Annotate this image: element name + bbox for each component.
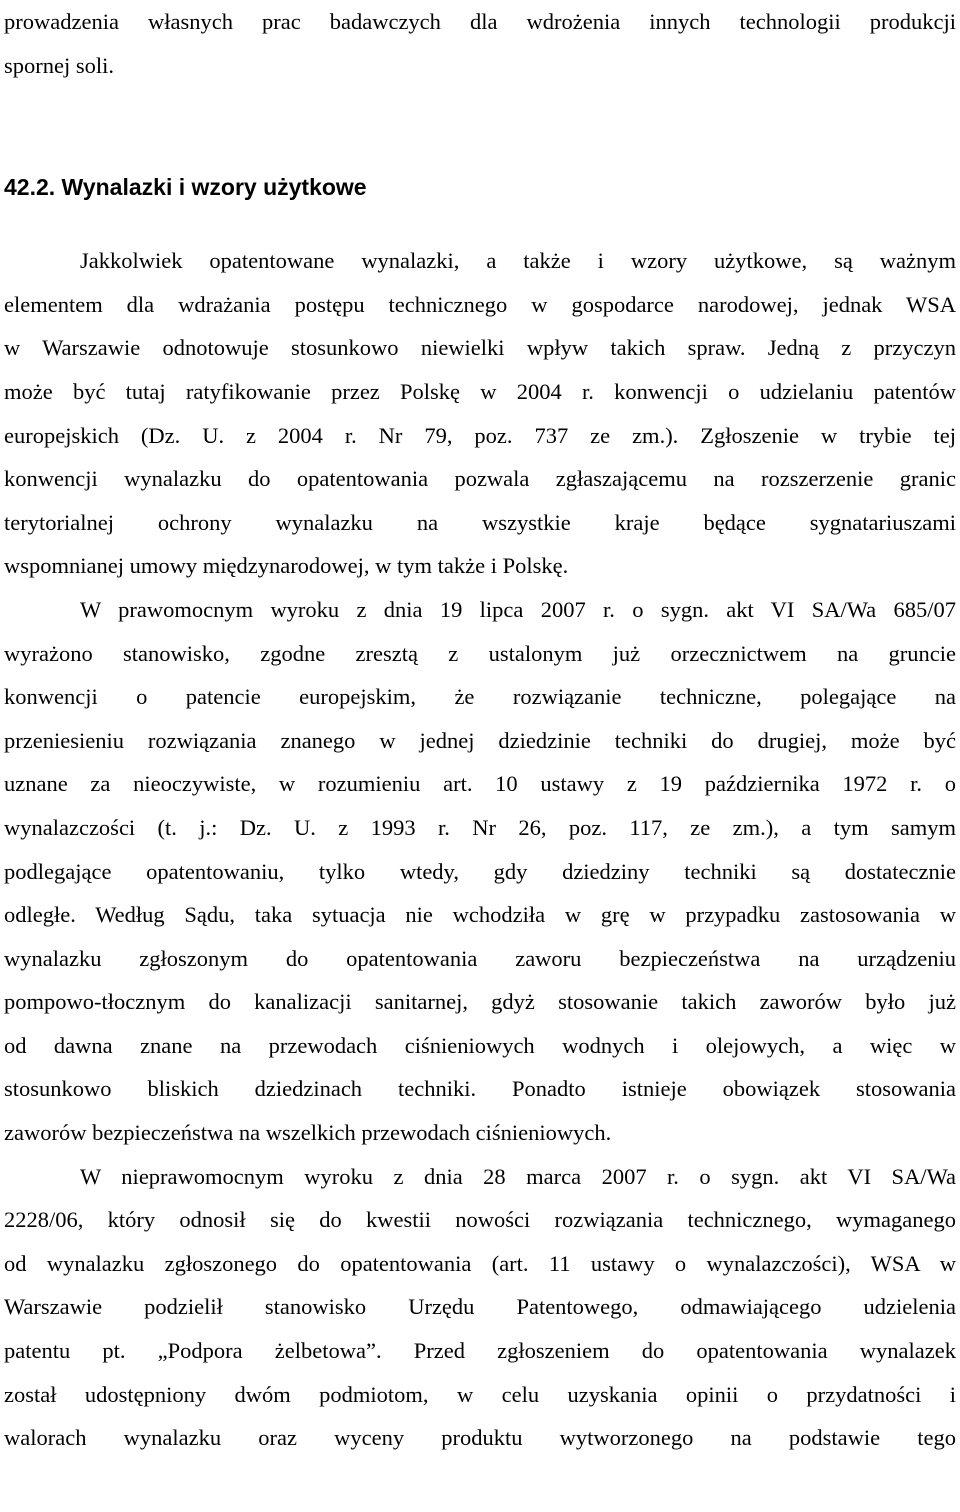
text-line: może być tutaj ratyfikowanie przez Polskę w 2004 r. konwencji o udzielaniu patentów — [4, 378, 956, 404]
text-line: W prawomocnym wyroku z dnia 19 lipca 2007 r. o sygn. akt VI SA/Wa 685/07 — [80, 596, 956, 622]
text-line: wyrażono stanowisko, zgodne zresztą z ustalonym już orzecznictwem na gruncie — [4, 640, 956, 666]
paragraph-3 — [4, 1155, 956, 1460]
text-line: terytorialnej ochrony wynalazku na wszystkie kraje będące sygnatariuszami — [4, 509, 956, 535]
paragraph-2 — [4, 588, 956, 1155]
intro-paragraph — [4, 0, 956, 87]
text-line: europejskich (Dz. U. z 2004 r. Nr 79, poz. 737 ze zm.). Zgłoszenie w trybie tej — [4, 422, 956, 448]
text-line: wynalazku zgłoszonym do opatentowania zaworu bezpieczeństwa na urządzeniu — [4, 945, 956, 971]
text-line: elementem dla wdrażania postępu technicznego w gospodarce narodowej, jednak WSA — [4, 291, 956, 317]
text-line: podlegające opatentowaniu, tylko wtedy, gdy dziedziny techniki są dostatecznie — [4, 858, 956, 884]
text-line: konwencji wynalazku do opatentowania pozwala zgłaszającemu na rozszerzenie granic — [4, 466, 956, 492]
text-line: prowadzenia własnych prac badawczych dla wdrożenia innych technologii produkcji — [4, 9, 956, 34]
text-line: wspomnianej umowy międzynarodowej, w tym także i Polskę. — [4, 553, 569, 579]
text-line: od dawna znane na przewodach ciśnieniowych wodnych i olejowych, a więc w — [4, 1032, 956, 1058]
text-line: został udostępniony dwóm podmiotom, w celu uzyskania opinii o przydatności i — [4, 1381, 956, 1407]
text-line: zaworów bezpieczeństwa na wszelkich przewodach ciśnieniowych. — [4, 1120, 612, 1146]
spacer — [4, 87, 956, 159]
text-line: Warszawie podzielił stanowisko Urzędu Patentowego, odmawiającego udzielenia — [4, 1294, 956, 1320]
text-line: odległe. Według Sądu, taka sytuacja nie wchodziła w grę w przypadku zastosowania w — [4, 902, 956, 928]
text-line: patentu pt. „Podpora żelbetowa”. Przed zgłoszeniem do opatentowania wynalazek — [4, 1338, 956, 1364]
section-heading: 42.2. Wynalazki i wzory użytkowe — [4, 174, 367, 201]
text-line: spornej soli. — [4, 52, 114, 78]
text-line: W nieprawomocnym wyroku z dnia 28 marca 2007 r. o sygn. akt VI SA/Wa — [80, 1163, 956, 1189]
text-line: stosunkowo bliskich dziedzinach techniki. Ponadto istnieje obowiązek stosowania — [4, 1076, 956, 1102]
text-line: wynalazczości (t. j.: Dz. U. z 1993 r. Nr 26, poz. 117, ze zm.), a tym samym — [4, 814, 956, 840]
paragraph-1 — [4, 239, 956, 588]
text-line: pompowo-tłocznym do kanalizacji sanitarnej, gdyż stosowanie takich zaworów było już — [4, 989, 956, 1015]
text-line: od wynalazku zgłoszonego do opatentowania (art. 11 ustawy o wynalazczości), WSA w — [4, 1250, 956, 1276]
text-line: uznane za nieoczywiste, w rozumieniu art. 10 ustawy z 19 października 1972 r. o — [4, 771, 956, 797]
text-line: w Warszawie odnotowuje stosunkowo niewielki wpływ takich spraw. Jedną z przyczyn — [4, 335, 956, 361]
text-line: walorach wynalazku oraz wyceny produktu wytworzonego na podstawie tego — [4, 1425, 956, 1451]
text-line: przeniesieniu rozwiązania znanego w jednej dziedzinie techniki do drugiej, może być — [4, 727, 956, 753]
text-line: konwencji o patencie europejskim, że rozwiązanie techniczne, polegające na — [4, 684, 956, 710]
text-line: Jakkolwiek opatentowane wynalazki, a także i wzory użytkowe, są ważnym — [80, 248, 956, 274]
text-line: 2228/06, który odnosił się do kwestii nowości rozwiązania technicznego, wymaganego — [4, 1207, 956, 1233]
